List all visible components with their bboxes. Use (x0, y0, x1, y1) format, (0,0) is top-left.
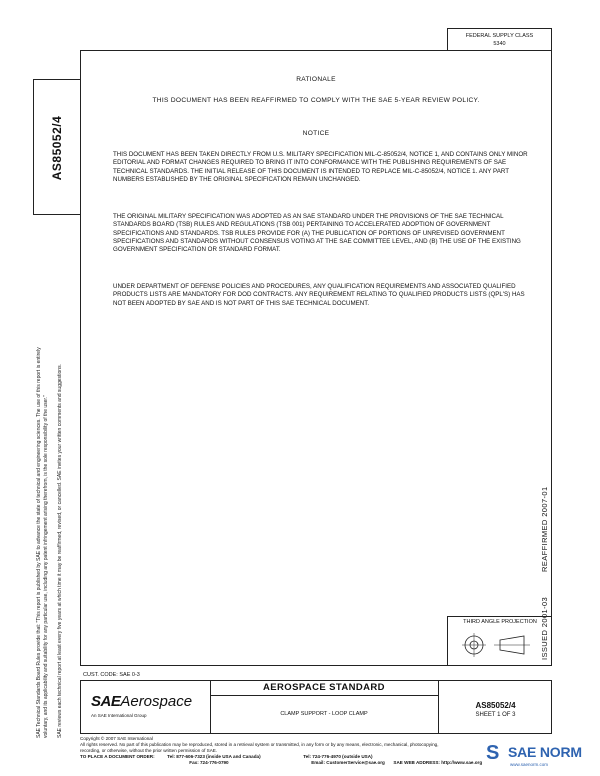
disclaimer-line-3: SAE reviews each technical report at least every five years at which time it may be reaffirmed, revised, or cancelled. SAE invites your written comments and suggestions. (57, 364, 63, 738)
logo-aerospace: Aerospace (120, 693, 193, 710)
logo-sae: SAE (91, 693, 121, 710)
document-subject: CLAMP SUPPORT - LOOP CLAMP (280, 711, 368, 717)
federal-supply-class-box (447, 28, 552, 50)
standard-type-title: AEROSPACE STANDARD (210, 681, 438, 696)
watermark-url: www.saenorm.com (510, 762, 549, 767)
document-designation: AS85052/4 (50, 115, 64, 181)
customer-service-email[interactable]: Email: CustomerService@sae.org (311, 760, 385, 765)
rights-statement-2: recording, or otherwise, without the prior written permission of SAE. (80, 748, 218, 753)
projection-label: THIRD ANGLE PROJECTION (463, 619, 537, 625)
phone-inside-usa: Tel: 877-606-7323 (inside USA and Canada) (167, 754, 261, 759)
disclaimer-line-2: voluntary, and its applicability and suitability for any particular use, including any patent infringement arising therefrom, is the sole responsibility of the user." (43, 395, 49, 738)
reaffirmed-date: REAFFIRMED 2007-01 (540, 486, 549, 572)
fsc-number: 5340 (493, 41, 506, 47)
logo-wordmark (91, 693, 192, 710)
sae-web-address[interactable]: SAE WEB ADDRESS: http://www.sae.org (393, 760, 483, 765)
watermark-logo-icon: S (486, 742, 500, 764)
issued-date: ISSUED 2001-03 (540, 596, 549, 660)
phone-outside-usa: Tel: 724-776-4970 (outside USA) (303, 754, 373, 759)
watermark-text: SAE NORM (508, 744, 582, 760)
projection-symbol-icon (460, 631, 540, 661)
notice-paragraph-2: THE ORIGINAL MILITARY SPECIFICATION WAS ADOPTED AS AN SAE STANDARD UNDER THE PROVISIONS OF THE SAE TECHNICAL STANDARDS BOARD (TSB) RULES AND REGULATIONS (TSB 001) PERTAINING TO ACCELERATED ADOPTION OF GOVERNMENT SPECIFICATIONS AND STANDARDS. TSB RULES PROVIDE FOR (A) THE PUBLICATION OF PORTIONS OF UNREVISED GOVERNMENT SPECIFICATIONS AND STANDARDS WITHOUT CONSENSUS VOTING AT THE SAE COMMITTEE LEVEL, AND (B) THE USE OF THE EXISTING GOVERNMENT SPECIFICATION OR STANDARD FORMAT. (113, 213, 521, 254)
footer (80, 736, 552, 766)
contact-row (80, 760, 552, 766)
fsc-label: FEDERAL SUPPLY CLASS (465, 33, 534, 39)
page-frame (80, 50, 552, 666)
title-block (80, 680, 552, 734)
notice-paragraph-3: UNDER DEPARTMENT OF DEFENSE POLICIES AND PROCEDURES, ANY QUALIFICATION REQUIREMENTS AND ASSOCIATED QUALIFIED PRODUCTS LISTS ARE MANDATORY FOR DOD CONTRACTS. ANY REQUIREMENT RELATING TO QUALIFIED PRODUCTS LISTS (QPL'S) HAS NOT BEEN ADOPTED BY SAE AND IS NOT PART OF THIS SAE TECHNICAL DOCUMENT. (113, 283, 525, 307)
disclaimer-line-1: SAE Technical Standards Board Rules provide that: "This report is published by SAE to advance the state of technical and engineering sciences. The use of this report is entirely (36, 347, 42, 738)
copyright: Copyright © 2007 SAE International (80, 736, 153, 741)
sheet-number: SHEET 1 OF 3 (475, 712, 516, 718)
notice-heading: NOTICE (302, 130, 330, 137)
order-label: TO PLACE A DOCUMENT ORDER: (80, 754, 155, 759)
third-angle-projection-box (447, 616, 552, 666)
sae-norm-watermark (486, 740, 596, 776)
sae-aerospace-logo (81, 681, 211, 733)
fax-number: Fax: 724-776-0790 (189, 760, 229, 765)
notice-paragraph-1: THIS DOCUMENT HAS BEEN TAKEN DIRECTLY FROM U.S. MILITARY SPECIFICATION MIL-C-85052/4, NOTICE 1, AND CONTAINS ONLY MINOR EDITORIAL AND FORMAT CHANGES REQUIRED TO BRING IT INTO CONFORMANCE WITH THE PUBLISHING REQUIREMENTS OF SAE TECHNICAL STANDARDS. THE INITIAL RELEASE OF THIS DOCUMENT IS INTENDED TO REPLACE MIL-C-85052/4, NOTICE 1. ANY PART NUMBERS ESTABLISHED BY THE ORIGINAL SPECIFICATION REMAIN UNCHANGED. (113, 151, 528, 183)
document-number-cell (438, 681, 552, 733)
rights-statement: All rights reserved. No part of this publication may be reproduced, stored in a retrieval system or transmitted, in any form or by any means, electronic, mechanical, photocopying, (80, 742, 439, 747)
rationale-heading: RATIONALE (296, 76, 336, 83)
customer-code: CUST. CODE: SAE 0-3 (83, 672, 140, 678)
document-number: AS85052/4 (475, 701, 516, 710)
rationale-text: THIS DOCUMENT HAS BEEN REAFFIRMED TO COMPLY WITH THE SAE 5-YEAR REVIEW POLICY. (152, 97, 480, 104)
logo-subtitle: An SAE International Group (91, 713, 147, 718)
